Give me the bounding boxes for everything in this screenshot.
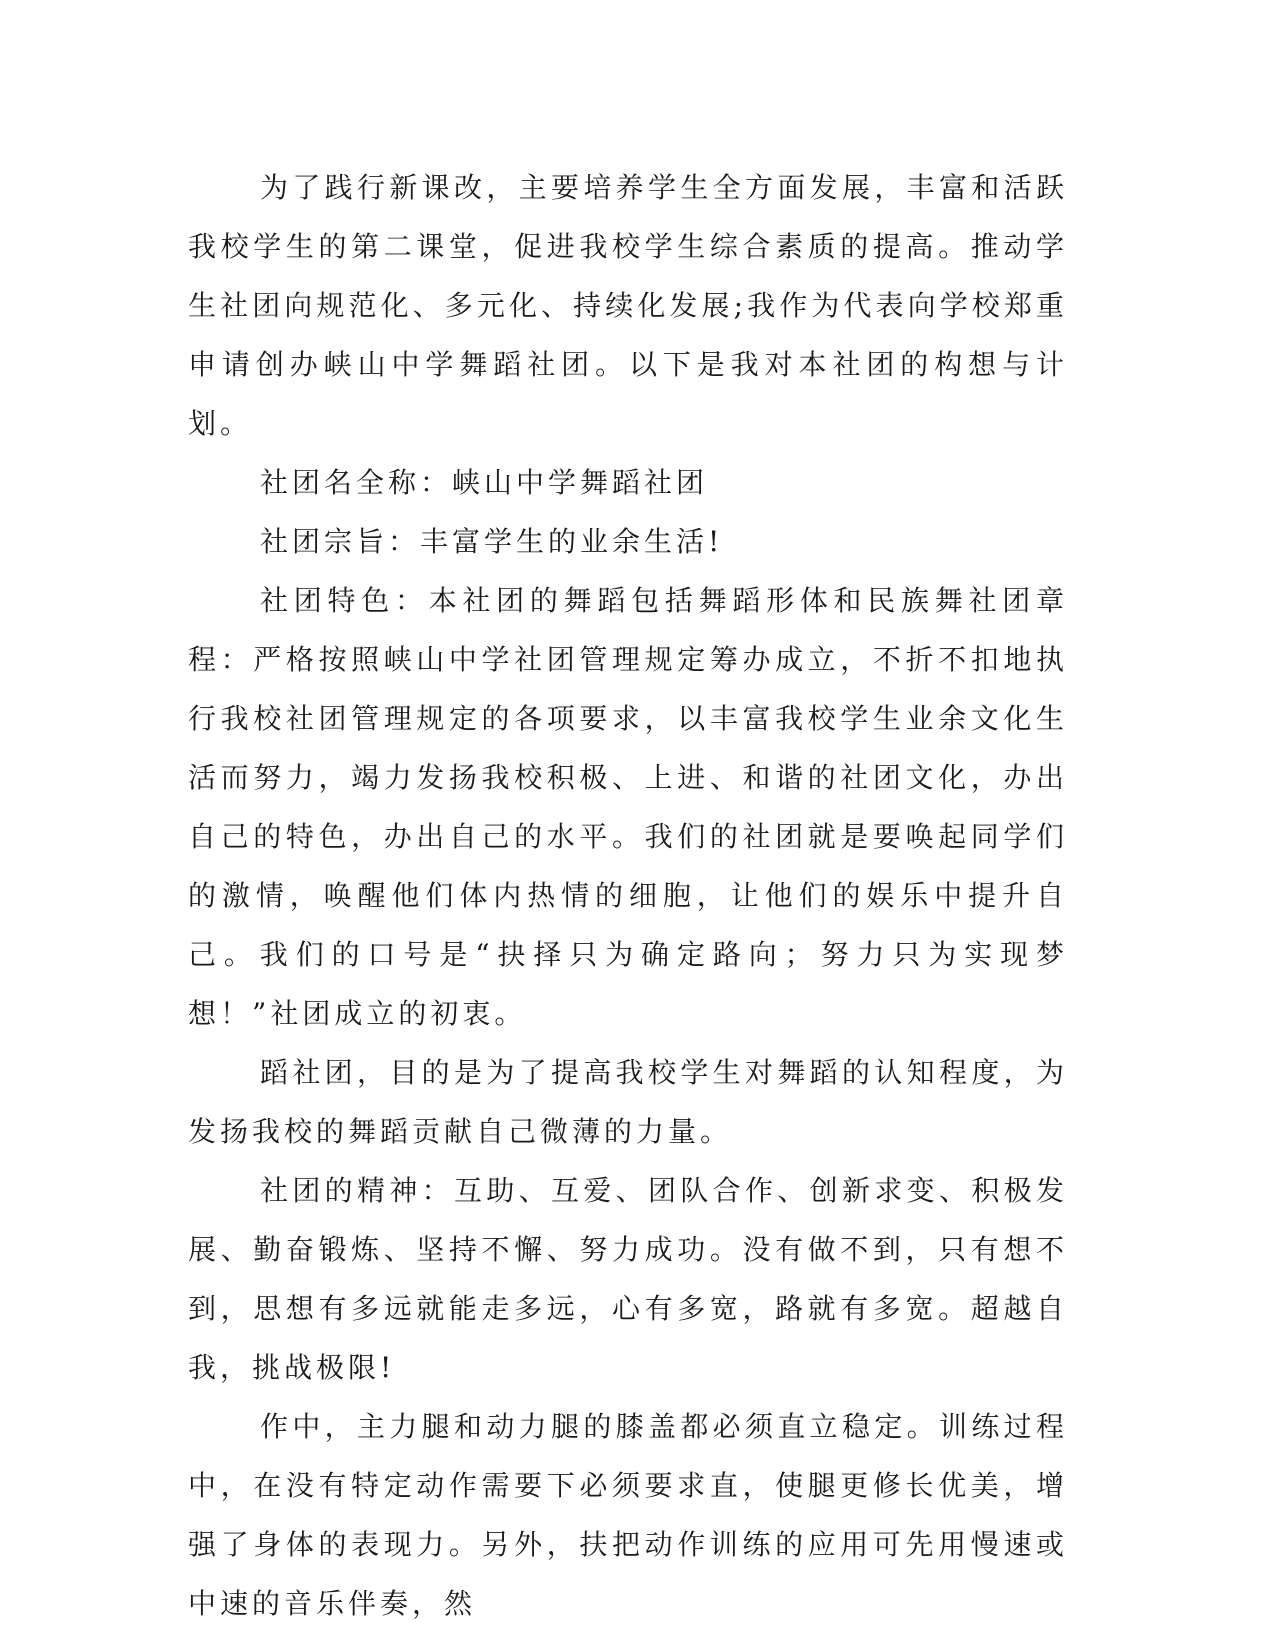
document-body: [188, 158, 1068, 1633]
paragraph-intro: 为了践行新课改，主要培养学生全方面发展，丰富和活跃我校学生的第二课堂，促进我校学生综合素质的提高。推动学生社团向规范化、多元化、持续化发展;我作为代表向学校郑重申请创办峡山中学舞蹈社团。以下是我对本社团的构想与计划。: [188, 171, 1068, 440]
paragraph-training: 作中，主力腿和动力腿的膝盖都必须直立稳定。训练过程中，在没有特定动作需要下必须要求直，使腿更修长优美，增强了身体的表现力。另外，扶把动作训练的应用可先用慢速或中速的音乐伴奏，然: [188, 1410, 1068, 1620]
paragraph-club-goal: 蹈社团，目的是为了提高我校学生对舞蹈的认知程度，为发扬我校的舞蹈贡献自己微薄的力量。: [188, 1056, 1068, 1148]
paragraph-club-features: 社团特色：本社团的舞蹈包括舞蹈形体和民族舞社团章程：严格按照峡山中学社团管理规定筹办成立，不折不扣地执行我校社团管理规定的各项要求，以丰富我校学生业余文化生活而努力，竭力发扬我校积极、上进、和谐的社团文化，办出自己的特色，办出自己的水平。我们的社团就是要唤起同学们的激情，唤醒他们体内热情的细胞，让他们的娱乐中提升自己。我们的口号是“抉择只为确定路向；努力只为实现梦想！”社团成立的初衷。: [188, 584, 1068, 1030]
paragraph-club-spirit: 社团的精神：互助、互爱、团队合作、创新求变、积极发展、勤奋锻炼、坚持不懈、努力成功。没有做不到，只有想不到，思想有多远就能走多远，心有多宽，路就有多宽。超越自我，挑战极限!: [188, 1174, 1068, 1384]
paragraph-club-name: 社团名全称：峡山中学舞蹈社团: [260, 466, 709, 499]
paragraph-club-purpose: 社团宗旨：丰富学生的业余生活!: [260, 525, 724, 558]
